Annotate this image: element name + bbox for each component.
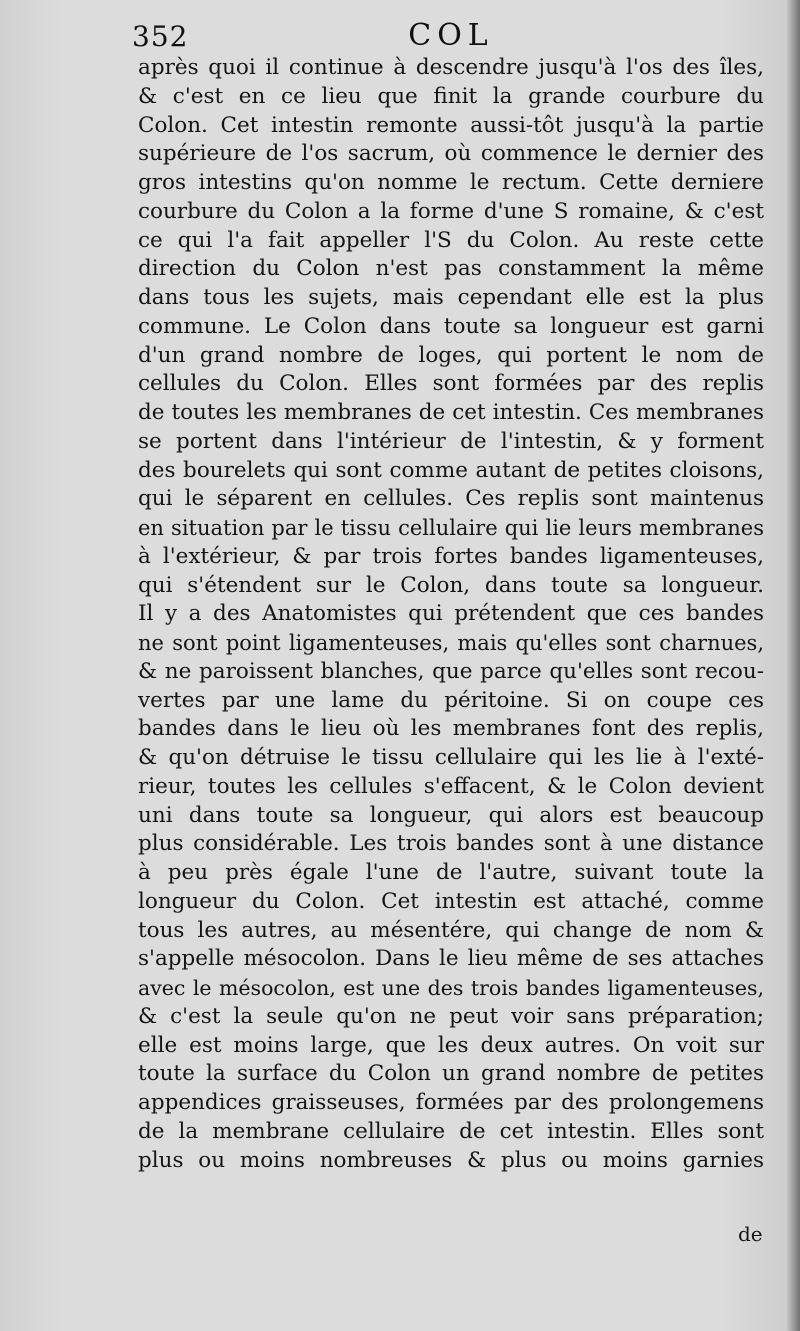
text-line: elle est moins large, que les deux autres. On voit sur — [138, 1032, 764, 1058]
text-line: Colon. Cet intestin remonte aussi-tôt jusqu'à la partie — [138, 112, 764, 138]
text-line: uni dans toute sa longueur, qui alors est beaucoup — [138, 802, 764, 828]
body-text — [138, 54, 764, 1175]
text-line: & qu'on détruise le tissu cellulaire qui les lie à l'exté- — [138, 745, 764, 770]
text-line: des bourelets qui sont comme autant de petites cloisons, — [138, 457, 764, 483]
text-line: ne sont point ligamenteuses, mais qu'elles sont charnues, — [138, 631, 764, 655]
text-line: & ne paroissent blanches, que parce qu'elles sont recou- — [138, 658, 764, 684]
text-line: à peu près égale l'une de l'autre, suivant toute la — [138, 860, 764, 885]
text-line: vertes par une lame du péritoine. Si on coupe ces — [138, 687, 764, 713]
catchword: de — [738, 1222, 763, 1246]
text-line: & c'est la seule qu'on ne peut voir sans préparation; — [138, 1003, 764, 1029]
text-line: ce qui l'a fait appeller l'S du Colon. Au reste cette — [138, 227, 764, 253]
text-line: avec le mésocolon, est une des trois bandes ligamenteuses, — [138, 976, 764, 1000]
text-line: appendices graisseuses, formées par des prolongemens — [138, 1090, 764, 1115]
text-line: tous les autres, au mésentére, qui change de nom & — [138, 917, 764, 943]
text-line: courbure du Colon a la forme d'une S romaine, & c'est — [138, 198, 764, 224]
text-line: commune. Le Colon dans toute sa longueur est garni — [138, 313, 764, 339]
text-line: direction du Colon n'est pas constamment la même — [138, 256, 764, 282]
text-line: se portent dans l'intérieur de l'intestin, & y forment — [138, 428, 764, 454]
text-line: cellules du Colon. Elles sont formées par des replis — [138, 371, 764, 397]
text-line: plus considérable. Les trois bandes sont à une distance — [138, 831, 764, 857]
text-line: supérieure de l'os sacrum, où commence le dernier des — [138, 141, 764, 167]
text-line: à l'extérieur, & par trois fortes bandes ligamenteuses, — [138, 543, 764, 569]
text-line: rieur, toutes les cellules s'effacent, & le Colon devient — [138, 773, 764, 799]
text-line: dans tous les sujets, mais cependant elle est la plus — [138, 285, 764, 310]
text-line: s'appelle mésocolon. Dans le lieu même de ses attaches — [138, 946, 764, 972]
text-line: toute la surface du Colon un grand nombre de petites — [138, 1061, 764, 1087]
running-head: COL — [408, 18, 494, 53]
text-line: après quoi il continue à descendre jusqu'à l'os des îles, — [138, 55, 764, 80]
page-number: 352 — [132, 20, 189, 53]
text-line: bandes dans le lieu où les membranes font des replis, — [138, 716, 764, 742]
page-edge-shadow — [786, 0, 800, 1331]
text-line: & c'est en ce lieu que finit la grande courbure du — [138, 83, 764, 109]
text-line: de toutes les membranes de cet intestin. Ces membranes — [138, 400, 764, 425]
text-line: plus ou moins nombreuses & plus ou moins garnies — [138, 1147, 764, 1173]
text-line: en situation par le tissu cellulaire qui lie leurs membranes — [138, 516, 764, 540]
text-line: d'un grand nombre de loges, qui portent le nom de — [138, 342, 764, 368]
text-line: Il y a des Anatomistes qui prétendent que ces bandes — [138, 601, 764, 627]
text-line: de la membrane cellulaire de cet intestin. Elles sont — [138, 1118, 764, 1144]
text-line: longueur du Colon. Cet intestin est attaché, comme — [138, 888, 764, 914]
text-line: gros intestins qu'on nomme le rectum. Cette derniere — [138, 170, 764, 195]
text-line: qui le séparent en cellules. Ces replis sont maintenus — [138, 486, 764, 512]
text-line: qui s'étendent sur le Colon, dans toute sa longueur. — [138, 572, 764, 598]
page-header — [128, 18, 774, 58]
